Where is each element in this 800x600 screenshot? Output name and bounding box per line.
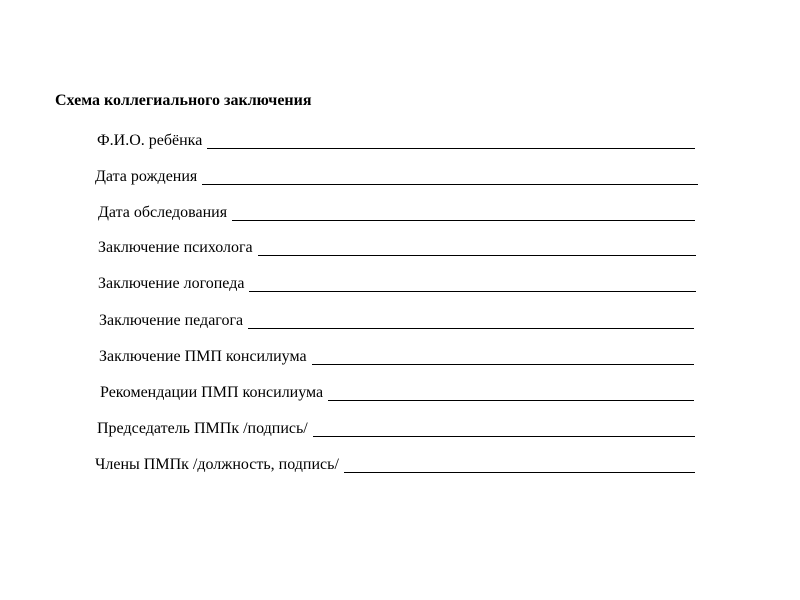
- fill-in-line[interactable]: [344, 472, 695, 473]
- fill-in-line[interactable]: [328, 400, 694, 401]
- field-label: Дата рождения: [95, 168, 198, 185]
- fill-in-line[interactable]: [313, 436, 695, 437]
- field-birth-date: [95, 165, 698, 187]
- fill-in-line[interactable]: [248, 328, 694, 329]
- field-label: Заключение психолога: [98, 239, 253, 256]
- field-members-signature: [95, 453, 695, 475]
- field-child-name: [97, 129, 695, 151]
- field-label: Заключение педагога: [99, 312, 244, 329]
- field-label: Рекомендации ПМП консилиума: [100, 384, 324, 401]
- form-title: Схема коллегиального заключения: [55, 92, 312, 109]
- fill-in-line[interactable]: [249, 291, 696, 292]
- field-psychologist-conclusion: [98, 236, 696, 258]
- fill-in-line[interactable]: [207, 148, 695, 149]
- field-exam-date: [98, 201, 695, 223]
- field-council-conclusion: [99, 345, 694, 367]
- field-council-recommendations: [100, 381, 694, 403]
- field-label: Председатель ПМПк /подпись/: [97, 420, 308, 437]
- field-speech-therapist-conclusion: [98, 272, 696, 294]
- field-label: Ф.И.О. ребёнка: [97, 132, 203, 149]
- field-teacher-conclusion: [99, 309, 694, 331]
- field-chairman-signature: [97, 417, 695, 439]
- field-label: Члены ПМПк /должность, подпись/: [95, 456, 339, 473]
- field-label: Заключение ПМП консилиума: [99, 348, 307, 365]
- fill-in-line[interactable]: [202, 184, 698, 185]
- field-label: Дата обследования: [98, 204, 228, 221]
- fill-in-line[interactable]: [258, 255, 696, 256]
- fill-in-line[interactable]: [232, 220, 695, 221]
- fill-in-line[interactable]: [312, 364, 694, 365]
- field-label: Заключение логопеда: [98, 275, 245, 292]
